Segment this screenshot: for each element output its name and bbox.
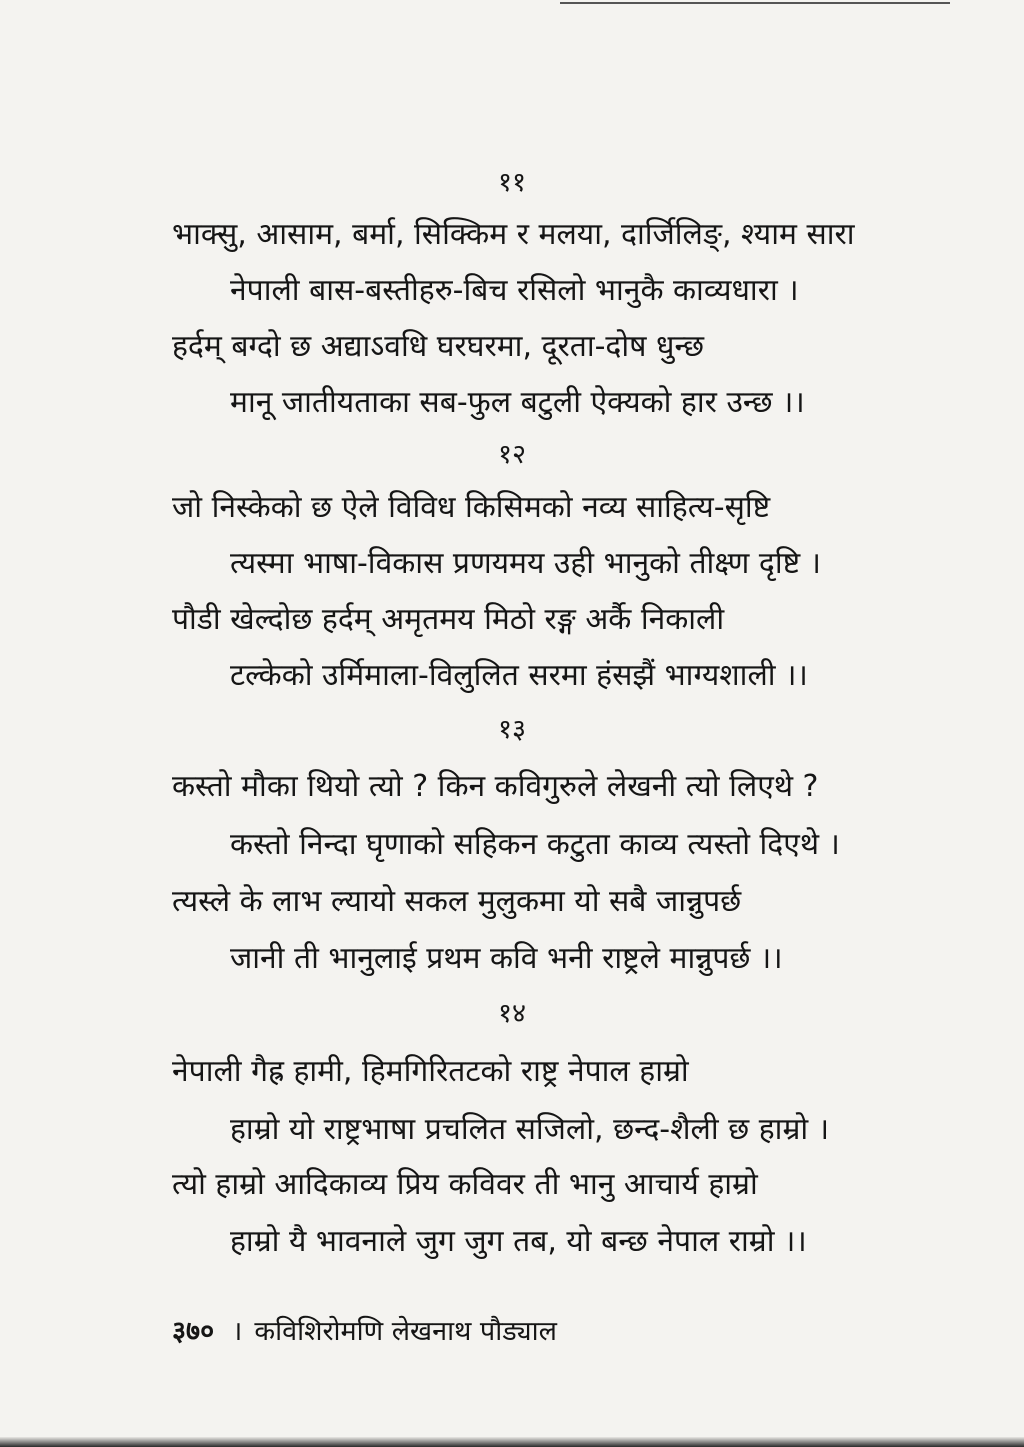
verse-line: हाम्रो यो राष्ट्रभाषा प्रचलित सजिलो, छन्द-शैली छ हाम्रो । [230,1112,830,1147]
verse-line: नेपाली बास-बस्तीहरु-बिच रसिलो भानुकै काव्यधारा । [230,273,799,308]
verse-line: नेपाली गैह्र हामी, हिमगिरितटको राष्ट्र नेपाल हाम्रो [172,1054,689,1089]
stanza-number: १२ [497,439,527,470]
page-footer [172,1312,557,1352]
verse-line: टल्केको उर्मिमाला-विलुलित सरमा हंसझैं भाग्यशाली ।। [230,658,808,693]
stanza-number: १४ [497,998,527,1029]
verse-line: कस्तो मौका थियो त्यो ? किन कविगुरुले लेखनी त्यो लिएथे ? [172,769,819,804]
verse-line: पौडी खेल्दोछ हर्दम् अमृतमय मिठो रङ्ग अर्कै निकाली [172,602,725,637]
page-bottom-edge [0,1437,1024,1447]
verse-line: कस्तो निन्दा घृणाको सहिकन कटुता काव्य त्यस्तो दिएथे । [230,827,840,862]
book-title: कविशिरोमणि लेखनाथ पौड्याल [254,1316,557,1347]
verse-line: जो निस्केको छ ऐले विविध किसिमको नव्य साहित्य-सृष्टि [172,490,771,525]
stanza-number: १३ [497,714,527,745]
verse-line: त्यस्मा भाषा-विकास प्रणयमय उही भानुको तीक्ष्ण दृष्टि । [230,546,822,581]
verse-line: त्यस्ले के लाभ ल्यायो सकल मुलुकमा यो सबै जान्नुपर्छ [172,884,742,919]
verse-line: हाम्रो यै भावनाले जुग जुग तब, यो बन्छ नेपाल राम्रो ।। [230,1224,807,1259]
footer-separator: । [232,1316,243,1347]
stanza-number: ११ [497,167,527,198]
page-number: ३७० [172,1316,215,1347]
top-rule [560,2,950,4]
verse-line: हर्दम् बग्दो छ अद्याऽवधि घरघरमा, दूरता-दोष धुन्छ [172,329,705,364]
verse-line: जानी ती भानुलाई प्रथम कवि भनी राष्ट्रले मान्नुपर्छ ।। [230,941,783,976]
verse-line: त्यो हाम्रो आदिकाव्य प्रिय कविवर ती भानु आचार्य हाम्रो [172,1167,758,1202]
verse-line: भाक्सु, आसाम, बर्मा, सिक्किम र मलया, दार्जिलिङ्, श्याम सारा [172,217,855,252]
verse-line: मानू जातीयताका सब-फुल बटुली ऐक्यको हार उन्छ ।। [230,385,805,420]
